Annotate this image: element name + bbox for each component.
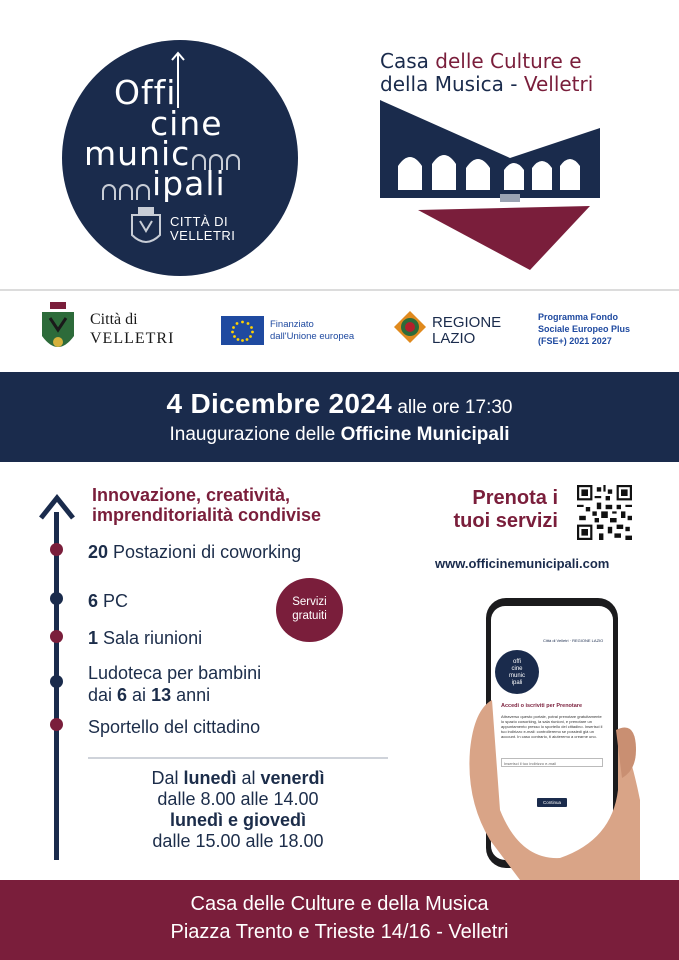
- logo-citta-line1: CITTÀ DI: [170, 214, 229, 229]
- timeline-dot: [50, 718, 63, 731]
- partner-fse: Programma Fondo Sociale Europeo Plus (FSE+) 2021 2027: [538, 312, 631, 346]
- regione-lazio-emblem-icon: [393, 310, 427, 344]
- opening-hours: Dal lunedì al venerdì dalle 8.00 alle 14.00 lunedì e giovedì dalle 15.00 alle 18.00: [151, 768, 325, 851]
- logo-word-munic: munic: [84, 137, 242, 170]
- top-divider: [0, 289, 679, 291]
- casa-culture-title: Casa delle Culture e della Musica - Velletri: [380, 49, 594, 96]
- eu-flag-icon: [221, 316, 264, 345]
- service-sala-riunioni: 1 Sala riunioni: [88, 628, 203, 648]
- partner-eu: Finanziato dall'Unione europea: [270, 319, 355, 342]
- timeline-dot: [50, 630, 63, 643]
- website-link[interactable]: www.officinemunicipali.com: [435, 556, 610, 571]
- event-date-line: 4 Dicembre 2024 alle ore 17:30: [166, 388, 513, 419]
- event-banner: [0, 372, 679, 462]
- arches-icon: [102, 184, 150, 200]
- partner-regione-lazio: REGIONE LAZIO: [432, 314, 502, 347]
- screen-paragraph: Attraverso questo portale, potrai prenotare gratuitamente lo spazio coworking, la sala riunioni, e prenotare un appuntamento presso lo sportello del cittadino. Inserisci il tuo indirizzo e-mail: controlleremo se possiedi già un account. In caso contrario, ti aiuteremo a crearne uno.: [501, 714, 603, 739]
- casa-culture-arches-logo: [380, 98, 602, 278]
- service-coworking: 20 Postazioni di coworking: [88, 542, 302, 562]
- screen-top-logos: Città di Velletri · REGIONE LAZIO: [543, 638, 604, 643]
- logo-word-ipali: ipali: [100, 167, 226, 200]
- screen-email-field[interactable]: Inserisci il tuo indirizzo e-mail: [501, 758, 603, 767]
- citta-velletri-crest-icon: [38, 300, 78, 360]
- service-sportello: Sportello del cittadino: [88, 717, 261, 737]
- logo-citta-line2: VELLETRI: [170, 228, 236, 243]
- logo-word-cine: cine: [150, 104, 223, 143]
- free-services-badge: Servizi gratuiti: [276, 578, 343, 642]
- footer-address: Casa delle Culture e della Musica Piazza Trento e Trieste 14/16 - Velletri: [0, 880, 679, 960]
- booking-heading: Prenota i tuoi servizi: [453, 487, 558, 532]
- qr-code-icon[interactable]: [577, 485, 632, 540]
- hours-divider: [88, 757, 388, 759]
- timeline-dot: [50, 675, 63, 688]
- services-headline: Innovazione, creatività, imprenditorialità condivise: [92, 485, 322, 525]
- hand-illustration: [440, 690, 640, 880]
- service-pc: 6 PC: [88, 591, 129, 611]
- velletri-crest-icon: [128, 205, 164, 251]
- service-ludoteca: Ludoteca per bambini dai 6 ai 13 anni: [88, 663, 262, 705]
- timeline-dot: [50, 592, 63, 605]
- screen-officine-logo: offi cine munic ipali: [495, 650, 539, 694]
- screen-title: Accedi o iscriviti per Prenotare: [501, 703, 583, 709]
- timeline-dot: [50, 543, 63, 556]
- partner-citta-velletri: Città di VELLETRI: [90, 311, 175, 347]
- logo-word-offi: Offi: [114, 73, 177, 112]
- event-subtitle: Inaugurazione delle Officine Municipali: [169, 424, 510, 445]
- screen-continue-button[interactable]: Continua: [537, 798, 567, 807]
